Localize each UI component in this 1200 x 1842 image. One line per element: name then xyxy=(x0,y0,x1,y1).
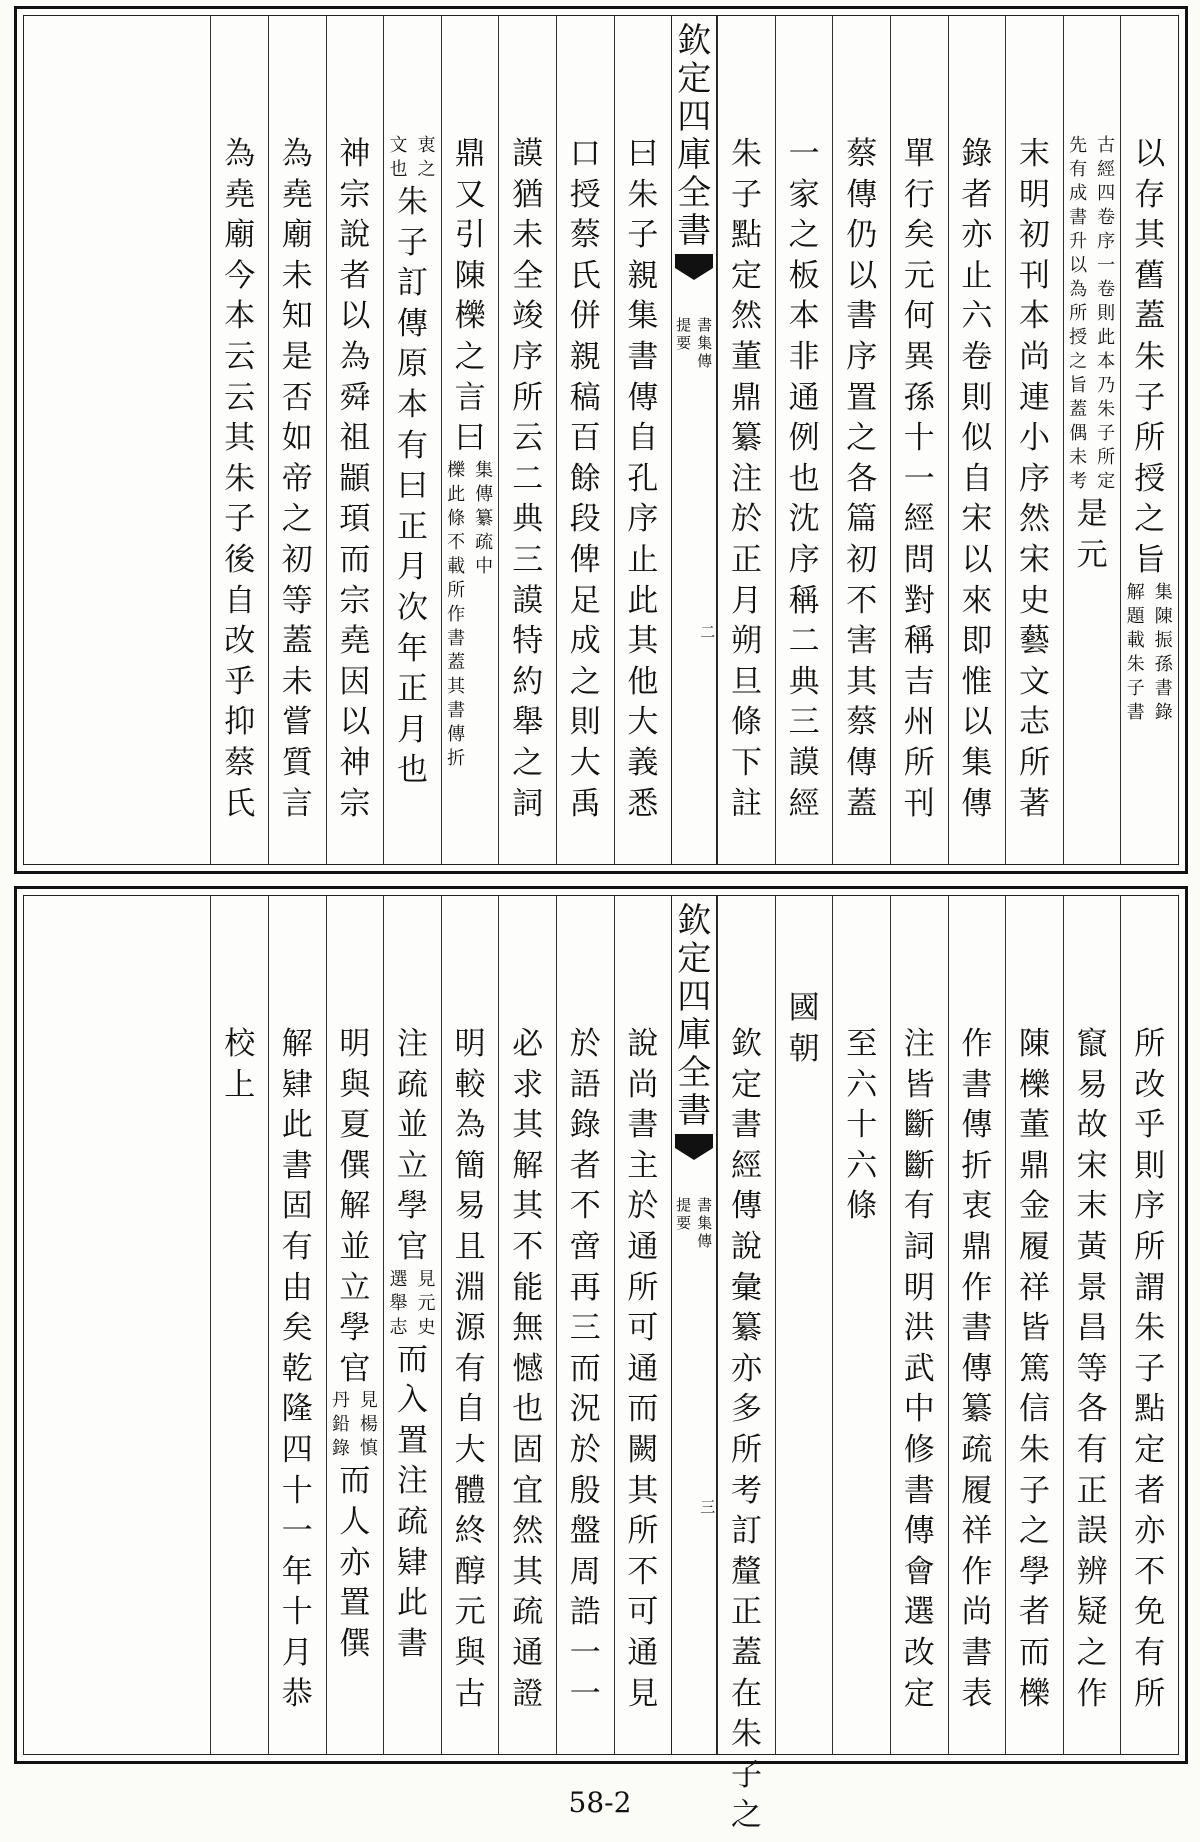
column-text: 朱 子 訂 傳 原 本 有 曰 正 月 次 年 正 月 也 xyxy=(396,184,428,789)
text-column xyxy=(210,896,268,1754)
text-column xyxy=(441,896,499,1754)
column-text: 陳 櫟 董 鼎 金 履 祥 皆 篤 信 朱 子 之 學 者 而 櫟 xyxy=(1018,1026,1050,1712)
column-text: 鼎 又 引 陳 櫟 之 言 曰 xyxy=(454,136,486,457)
text-column xyxy=(498,16,556,864)
fish-tail-mark-icon xyxy=(675,1134,713,1164)
column-text: 注 疏 並 立 學 官 xyxy=(396,1026,428,1265)
text-column xyxy=(210,16,268,864)
column-text: 謨 猶 未 全 竣 序 所 云 二 典 三 謨 特 約 舉 之 詞 xyxy=(512,136,544,822)
column-text: 注 皆 斷 斷 有 詞 明 洪 武 中 修 書 傳 會 選 改 定 xyxy=(903,1026,935,1712)
annotation-line: 書 集 傳 xyxy=(697,316,713,370)
text-column xyxy=(775,896,833,1754)
annotation-line: 書 集 傳 xyxy=(697,1196,713,1250)
text-column xyxy=(1120,896,1178,1754)
fold-page-number: 二 xyxy=(700,623,716,641)
annotation-line: 見 元 史 xyxy=(417,1268,436,1338)
annotation-note xyxy=(442,459,499,771)
column-text: 蔡 傳 仍 以 書 序 置 之 各 篇 初 不 害 其 蔡 傳 蓋 xyxy=(846,136,878,822)
column-text: 以 存 其 舊 蓋 朱 子 所 授 之 旨 xyxy=(1134,136,1166,578)
column-text: 必 求 其 解 其 不 能 無 憾 也 固 宜 然 其 疏 通 證 xyxy=(512,1026,544,1712)
fold-title: 欽 定 四 庫 全 書 xyxy=(677,901,712,1131)
text-column xyxy=(1063,16,1121,864)
text-column xyxy=(383,16,441,864)
column-text: 曰 朱 子 親 集 書 傳 自 孔 序 止 此 其 他 大 義 悉 xyxy=(627,136,659,822)
column-text: 是 元 xyxy=(1076,496,1108,573)
column-text: 欽 定 書 經 傳 說 彙 纂 亦 多 所 考 訂 釐 正 蓋 在 朱 子 之 xyxy=(730,1026,762,1834)
column-text: 國 朝 xyxy=(788,990,820,1067)
text-column xyxy=(1063,896,1121,1754)
text-column xyxy=(1120,16,1178,864)
annotation-line: 解 題 載 朱 子 書 xyxy=(1126,581,1145,723)
fold-subtitle xyxy=(672,316,716,370)
annotation-line: 櫟 此 條 不 載 所 作 書 蓋 其 書 傳 折 xyxy=(447,459,466,769)
annotation-line: 集 陳 振 孫 書 錄 xyxy=(1154,581,1173,723)
page-footer-number: 58-2 xyxy=(568,1786,632,1819)
column-text: 於 語 錄 者 不 啻 再 三 而 況 於 殷 盤 周 誥 一 一 xyxy=(569,1026,601,1712)
column-text: 而 人 亦 置 僎 xyxy=(339,1463,371,1662)
text-column xyxy=(890,896,948,1754)
text-column xyxy=(1005,16,1063,864)
text-column xyxy=(326,896,384,1754)
column-text: 口 授 蔡 氏 併 親 稿 百 餘 段 俾 足 成 之 則 大 禹 xyxy=(569,136,601,822)
text-column xyxy=(268,16,326,864)
fold-title: 欽 定 四 庫 全 書 xyxy=(677,21,712,251)
page-half-top xyxy=(14,6,1188,874)
annotation-note xyxy=(384,1268,441,1340)
annotation-line: 文 也 xyxy=(389,135,408,180)
text-column xyxy=(948,896,1006,1754)
text-column xyxy=(556,896,614,1754)
annotation-line: 提 要 xyxy=(676,1196,692,1232)
column-text: 神 宗 說 者 以 為 舜 祖 顓 頊 而 宗 堯 因 以 神 宗 xyxy=(339,136,371,822)
fold-subtitle xyxy=(672,1196,716,1250)
annotation-line: 見 楊 慎 xyxy=(359,1390,378,1460)
column-text: 單 行 矣 元 何 異 孫 十 一 經 問 對 稱 吉 州 所 刊 xyxy=(903,136,935,822)
text-column xyxy=(383,896,441,1754)
text-column xyxy=(717,896,775,1834)
annotation-note xyxy=(327,1389,384,1461)
text-column xyxy=(614,16,672,864)
annotation-line: 選 舉 志 xyxy=(389,1268,408,1338)
text-column xyxy=(268,896,326,1754)
annotation-note xyxy=(1121,581,1178,725)
text-column xyxy=(614,896,672,1754)
fold-page-number: 三 xyxy=(700,1498,716,1516)
text-column xyxy=(1005,896,1063,1754)
column-text: 解 肄 此 書 固 有 由 矣 乾 隆 四 十 一 年 十 月 恭 xyxy=(281,1026,313,1712)
column-text: 說 尚 書 主 於 通 所 可 通 而 闕 其 所 不 可 通 見 xyxy=(627,1026,659,1712)
column-text: 錄 者 亦 止 六 卷 則 似 自 宋 以 來 即 惟 以 集 傳 xyxy=(961,136,993,822)
text-column xyxy=(498,896,556,1754)
annotation-line: 集 傳 纂 疏 中 xyxy=(475,459,494,577)
column-text: 一 家 之 板 本 非 通 例 也 沈 序 稱 二 典 三 謨 經 xyxy=(788,136,820,822)
text-column xyxy=(948,16,1006,864)
column-text: 為 堯 廟 今 本 云 云 其 朱 子 後 自 改 乎 抑 蔡 氏 xyxy=(224,136,256,822)
annotation-line: 丹 鉛 錄 xyxy=(331,1390,350,1460)
annotation-line: 古 經 四 卷 序 一 卷 則 此 本 乃 朱 子 所 定 xyxy=(1097,135,1116,492)
text-column xyxy=(717,16,775,864)
column-text: 朱 子 點 定 然 董 鼎 纂 注 於 正 月 朔 旦 條 下 註 xyxy=(730,136,762,822)
annotation-line: 先 有 成 書 升 以 為 所 授 之 旨 蓋 偶 未 考 xyxy=(1069,135,1088,492)
text-column xyxy=(890,16,948,864)
column-text: 明 與 夏 僎 解 並 立 學 官 xyxy=(339,1026,371,1387)
text-column xyxy=(832,896,890,1754)
fish-tail-mark-icon xyxy=(675,254,713,284)
column-text: 而 入 置 注 疏 肄 此 書 xyxy=(396,1341,428,1662)
page-frame-top xyxy=(23,15,1179,865)
annotation-note xyxy=(1064,134,1121,494)
column-text: 明 較 為 簡 易 且 淵 源 有 自 大 體 終 醇 元 與 古 xyxy=(454,1026,486,1712)
column-text: 末 明 初 刊 本 尚 連 小 序 然 宋 史 藝 文 志 所 著 xyxy=(1018,136,1050,822)
text-column xyxy=(775,16,833,864)
text-column xyxy=(326,16,384,864)
column-text: 校 上 xyxy=(224,1026,256,1103)
column-text: 為 堯 廟 未 知 是 否 如 帝 之 初 等 蓋 未 嘗 質 言 xyxy=(281,136,313,822)
column-text: 竄 易 故 宋 末 黃 景 昌 等 各 有 正 誤 辨 疑 之 作 xyxy=(1076,1026,1108,1712)
text-column xyxy=(556,16,614,864)
annotation-line: 衷 之 xyxy=(417,135,436,180)
text-column xyxy=(832,16,890,864)
column-text: 所 改 乎 則 序 所 謂 朱 子 點 定 者 亦 不 免 有 所 xyxy=(1134,1026,1166,1712)
center-fold-banxin xyxy=(671,16,717,864)
column-text: 作 書 傳 折 衷 鼎 作 書 傳 纂 疏 履 祥 作 尚 書 表 xyxy=(961,1026,993,1712)
annotation-note xyxy=(384,134,441,182)
annotation-line: 提 要 xyxy=(676,316,692,352)
center-fold-banxin xyxy=(671,896,717,1754)
column-text: 至 六 十 六 條 xyxy=(846,1026,878,1225)
text-column xyxy=(441,16,499,864)
